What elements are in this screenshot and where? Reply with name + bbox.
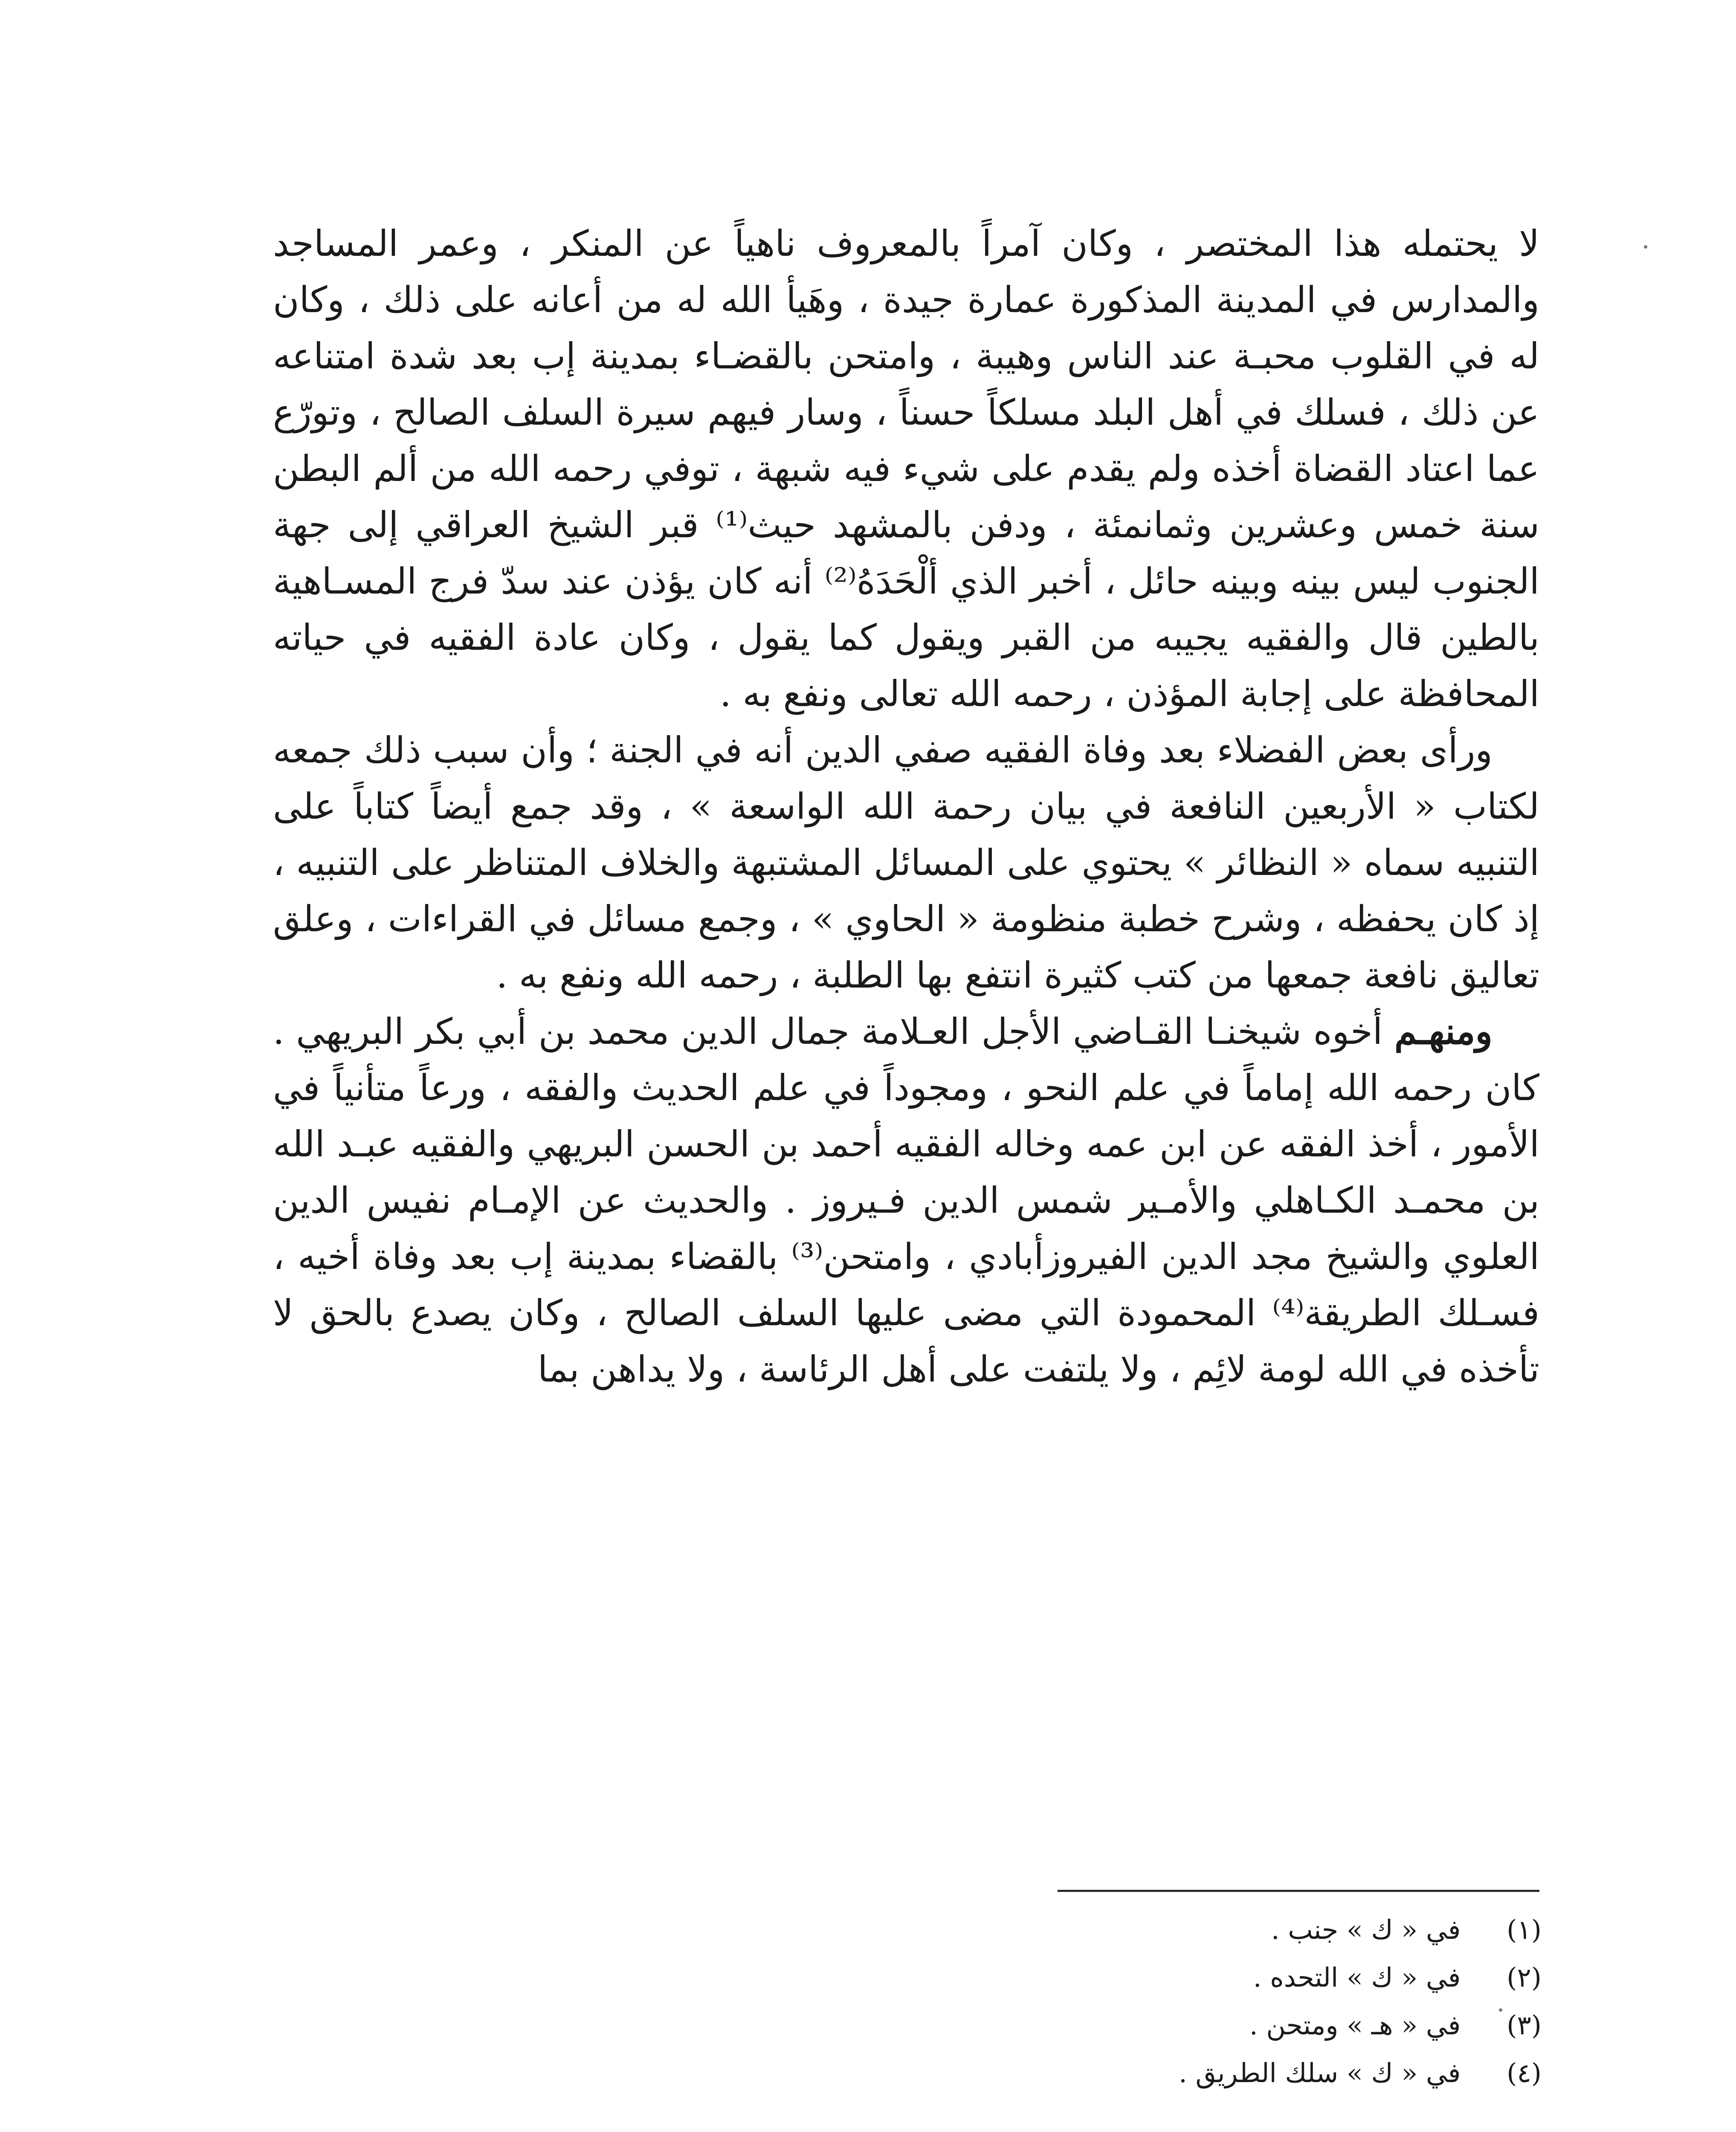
footnote-1 [810,1906,1542,1954]
scan-speck [1644,245,1647,249]
footnote-text: في « هـ » ومتحن . [1249,2010,1461,2041]
footnote-text: في « ك » التحده . [1253,1962,1461,1993]
paragraph-2 [273,722,1539,1003]
footnote-divider [1058,1890,1539,1892]
paragraph-1-text: لا يحتمله هذا المختصر ، وكان آمراً بالمعروف ناهياً عن المنكر ، وعمر المساجد والمدارس في المدينة المذكورة عمارة جيدة ، وهَيأ الله له من أعانه على ذلك ، وكان له في القلوب محبـة عند الناس وهيبة ، وامتحن بالقضـاء بمدينة إب بعد شدة امتناعه عن ذلك ، فسلك في أهل البلد مسلكاً حسناً ، وسار فيهم سيرة السلف الصالح ، وتورّع عما اعتاد القضاة أخذه ولم يقدم على شيء فيه شبهة ، توفي رحمه الله من ألم البطن سنة خمس وعشرين وثمانمئة ، ودفن بالمشهد حيث⁽¹⁾ قبر الشيخ العراقي إلى جهة الجنوب ليس بينه وبينه حائل ، أخبر الذي ألْحَدَهُ⁽²⁾ أنه كان يؤذن عند سدّ فرج المسـاهية بالطين قال والفقيه يجيبه من القبر ويقول كما يقول ، وكان عادة الفقيه في حياته المحافظة على إجابة المؤذن ، رحمه الله تعالى ونفع به . [273,223,1539,715]
paragraph-3-text: أخوه شيخنـا القـاضي الأجل العـلامة جمال الدين محمد بن أبي بكر البريهي . كان رحمه الله إماماً في علم النحو ، ومجوداً في علم الحديث والفقه ، ورعاً متأنياً في الأمور ، أخذ الفقه عن ابن عمه وخاله الفقيه أحمد بن الحسن البريهي والفقيه عبـد الله بن محمـد الكـاهلي والأمـير شمس الدين فـيروز . والحديث عن الإمـام نفيس الدين العلوي والشيخ مجد الدين الفيروزأبادي ، وامتحن⁽³⁾ بالقضاء بمدينة إب بعد وفاة أخيه ، فسـلك الطريقة⁽⁴⁾ المحمودة التي مضى عليها السلف الصالح ، وكان يصدع بالحق لا تأخذه في الله لومة لائِم ، ولا يلتفت على أهل الرئاسة ، ولا يداهن بما [273,1011,1539,1390]
paragraph-3-lead: ومنهـم [1394,1010,1493,1052]
footnote-number: (٢) [1507,1962,1542,1993]
footnote-number: (٤) [1507,2057,1542,2089]
main-text [273,215,1539,1397]
footnote-text: في « ك » سلك الطريق . [1179,2057,1461,2089]
footnotes-list [810,1906,1542,2097]
paragraph-1 [273,215,1539,722]
footnote-number: (١) [1507,1914,1542,1945]
footnote-number: (٣) [1507,2010,1542,2041]
footnote-text: في « ك » جنب . [1271,1914,1461,1945]
footnote-3 [810,2002,1542,2049]
paragraph-2-text: ورأى بعض الفضلاء بعد وفاة الفقيه صفي الدين أنه في الجنة ؛ وأن سبب ذلك جمعه لكتاب « الأربعين النافعة في بيان رحمة الله الواسعة » ، وقد جمع أيضاً كتاباً على التنبيه سماه « النظائر » يحتوي على المسائل المشتبهة والخلاف المتناظر على التنبيه ، إذ كان يحفظه ، وشرح خطبة منظومة « الحاوي » ، وجمع مسائل في القراءات ، وعلق تعاليق نافعة جمعها من كتب كثيرة انتفع بها الطلبة ، رحمه الله ونفع به . [273,729,1539,996]
paragraph-3 [273,1003,1539,1397]
footnote-2 [810,1954,1542,2002]
footnote-4 [810,2049,1542,2097]
